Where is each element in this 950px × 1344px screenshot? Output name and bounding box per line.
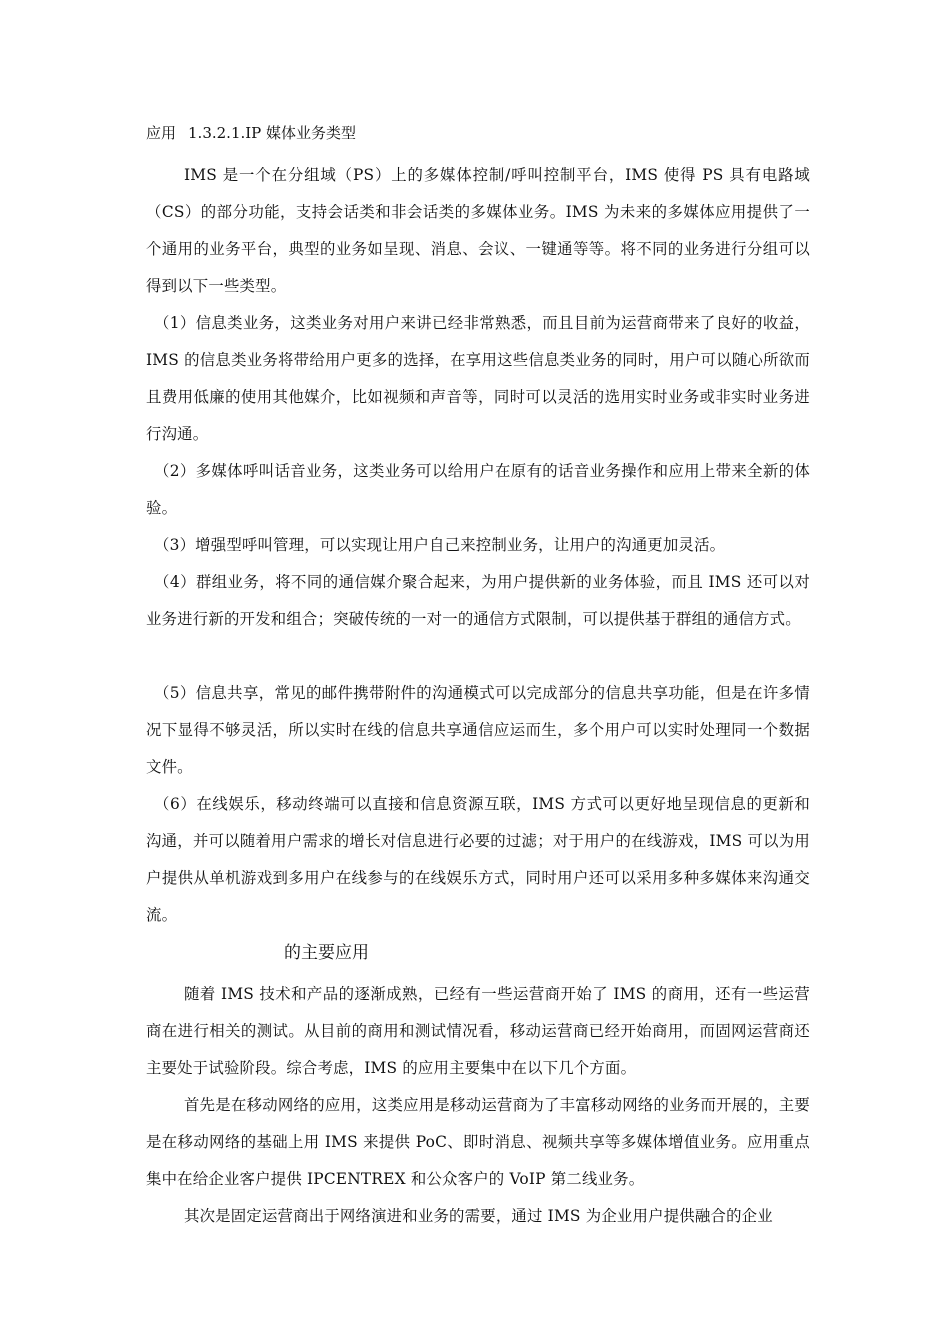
- list-item-5: （5）信息共享，常见的邮件携带附件的沟通模式可以完成部分的信息共享功能，但是在许多情况下显得不够灵活，所以实时在线的信息共享通信应运而生，多个用户可以实时处理同一个数据文件。: [146, 684, 810, 776]
- list-item-3: （3）增强型呼叫管理，可以实现让用户自己来控制业务，让用户的沟通更加灵活。: [154, 536, 726, 554]
- applications-paragraph-1: 随着 IMS 技术和产品的逐渐成熟，已经有一些运营商开始了 IMS 的商用，还有一些运营商在进行相关的测试。从目前的商用和测试情况看，移动运营商已经开始商用，而固网运营商还主要处于试验阶段。综合考虑，IMS 的应用主要集中在以下几个方面。: [146, 985, 810, 1077]
- heading-prefix: 应用: [146, 124, 177, 142]
- list-item-1: （1）信息类业务，这类业务对用户来讲已经非常熟悉，而且目前为运营商带来了良好的收益，IMS 的信息类业务将带给用户更多的选择，在享用这些信息类业务的同时，用户可以随心所欲而且费用低廉的使用其他媒介，比如视频和声音等，同时可以灵活的选用实时业务或非实时业务进行沟通。: [146, 314, 810, 443]
- heading-title: 1.3.2.1.IP 媒体业务类型: [188, 124, 357, 142]
- applications-paragraph-3: 其次是固定运营商出于网络演进和业务的需要，通过 IMS 为企业用户提供融合的企业: [184, 1207, 773, 1225]
- applications-paragraph-2: 首先是在移动网络的应用，这类应用是移动运营商为了丰富移动网络的业务而开展的，主要是在移动网络的基础上用 IMS 来提供 PoC、即时消息、视频共享等多媒体增值业务。应用重点集中在给企业客户提供 IPCENTREX 和公众客户的 VoIP 第二线业务。: [146, 1096, 810, 1188]
- list-item-4: （4）群组业务，将不同的通信媒介聚合起来，为用户提供新的业务体验，而且 IMS 还可以对业务进行新的开发和组合；突破传统的一对一的通信方式限制，可以提供基于群组的通信方式。: [146, 573, 810, 628]
- section-title: 的主要应用: [284, 943, 369, 963]
- list-item-6: （6）在线娱乐，移动终端可以直接和信息资源互联，IMS 方式可以更好地呈现信息的更新和沟通，并可以随着用户需求的增长对信息进行必要的过滤；对于用户的在线游戏，IMS 可以为用户提供从单机游戏到多用户在线参与的在线娱乐方式，同时用户还可以采用多种多媒体来沟通交流。: [146, 795, 810, 924]
- list-item-2: （2）多媒体呼叫话音业务，这类业务可以给用户在原有的话音业务操作和应用上带来全新的体验。: [146, 462, 810, 517]
- subsection-heading: [146, 122, 356, 144]
- intro-paragraph: IMS 是一个在分组域（PS）上的多媒体控制/呼叫控制平台，IMS 使得 PS 具有电路域（CS）的部分功能，支持会话类和非会话类的多媒体业务。IMS 为未来的多媒体应用提供了一个通用的业务平台，典型的业务如呈现、消息、会议、一键通等等。将不同的业务进行分组可以得到以下一些类型。: [146, 166, 810, 295]
